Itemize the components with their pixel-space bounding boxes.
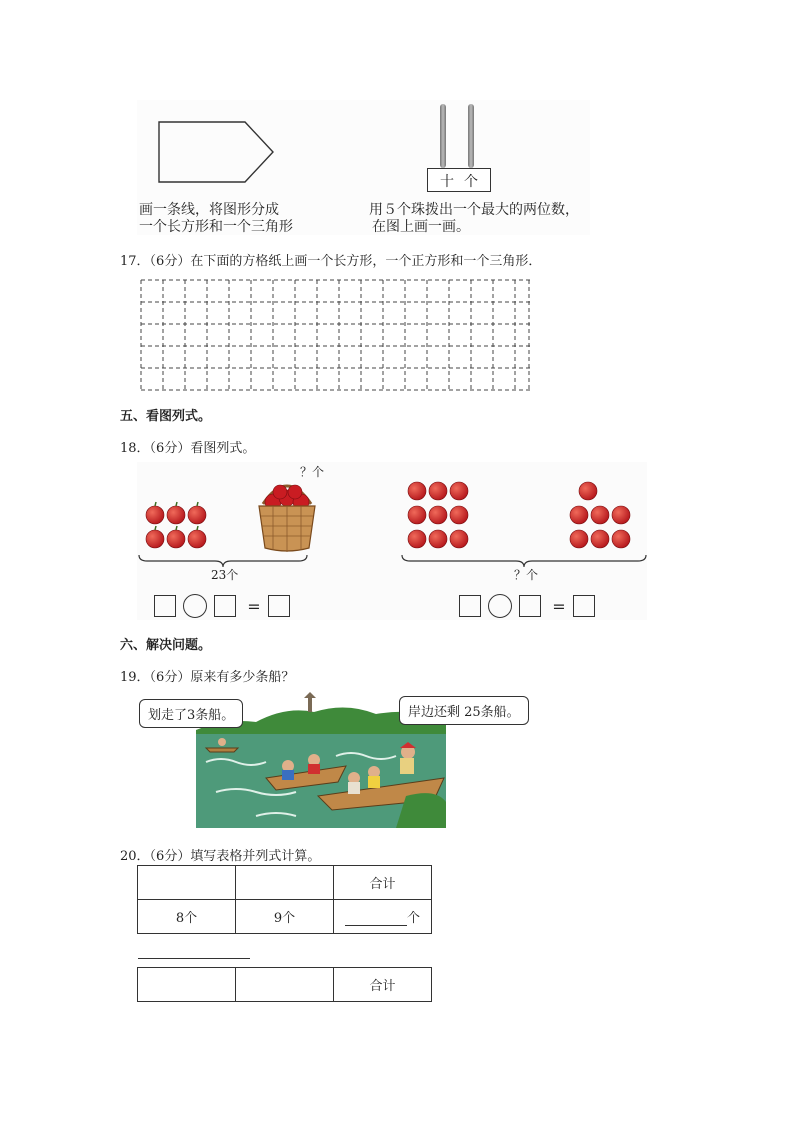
table-row — [138, 900, 432, 934]
abacus-label-tens: 十 — [440, 174, 454, 190]
q20-table-2 — [137, 967, 432, 1002]
answer-box[interactable] — [573, 595, 595, 617]
answer-box[interactable] — [519, 595, 541, 617]
grid-paper[interactable] — [140, 278, 532, 392]
total-cell[interactable] — [334, 900, 432, 934]
apple-basket — [255, 474, 319, 554]
right-figure-caption-2: 在图上画一画。 — [372, 219, 470, 235]
q18-right-answer-row — [459, 594, 597, 618]
table-header-row — [138, 968, 432, 1002]
table-cell[interactable] — [236, 866, 334, 900]
q18-left-apples — [142, 500, 212, 552]
table-cell: 8个 — [138, 900, 236, 934]
section5-title: 五、看图列式。 — [120, 409, 212, 424]
operator-circle[interactable] — [488, 594, 512, 618]
section6-title: 六、解决问题。 — [120, 638, 212, 653]
table-header-row — [138, 866, 432, 900]
answer-box[interactable] — [268, 595, 290, 617]
table-cell: 合计 — [334, 866, 432, 900]
left-figure-caption-2: 一个长方形和一个三角形 — [139, 219, 293, 235]
answer-box[interactable] — [214, 595, 236, 617]
bubble-rowed-away: 划走了3条船。 — [139, 699, 243, 728]
left-figure-caption-1: 画一条线，将图形分成 — [139, 202, 279, 218]
answer-line[interactable] — [138, 958, 250, 959]
abacus-label-ones: 个 — [464, 174, 478, 190]
q18-text: 18．（6分）看图列式。 — [120, 441, 256, 456]
right-figure-caption-1: 用５个珠拨出一个最大的两位数， — [369, 202, 579, 218]
q18-left-answer-row — [154, 594, 292, 618]
table-cell[interactable] — [236, 968, 334, 1002]
bubble-remaining: 岸边还剩 25条船。 — [399, 696, 529, 725]
table-cell[interactable] — [138, 866, 236, 900]
operator-circle[interactable] — [183, 594, 207, 618]
answer-box[interactable] — [459, 595, 481, 617]
q18-right-apples-group1 — [404, 478, 474, 552]
abacus-rod-tens — [440, 104, 446, 168]
abacus-rod-ones — [468, 104, 474, 168]
q20-text: 20．（6分）填写表格并列式计算。 — [120, 849, 321, 864]
answer-box[interactable] — [154, 595, 176, 617]
table-cell: 合计 — [334, 968, 432, 1002]
q17-text: 17．（6分）在下面的方格纸上画一个长方形，一个正方形和一个三角形． — [120, 254, 542, 269]
right-total-label: ？个 — [514, 568, 539, 582]
q20-table-1 — [137, 865, 432, 934]
equals-sign: = — [247, 596, 261, 616]
table-cell: 9个 — [236, 900, 334, 934]
answer-blank[interactable] — [345, 911, 407, 926]
q18-right-apples-group2 — [566, 478, 636, 552]
pentagon-shape — [155, 118, 280, 190]
table-cell[interactable] — [138, 968, 236, 1002]
unit-label: 个 — [406, 911, 420, 926]
basket-question: ？个 — [300, 465, 325, 479]
q19-text: 19．（6分）原来有多少条船？ — [120, 670, 295, 685]
abacus-base — [427, 168, 491, 192]
equals-sign: = — [552, 596, 566, 616]
left-total-label: 23个 — [211, 568, 239, 582]
